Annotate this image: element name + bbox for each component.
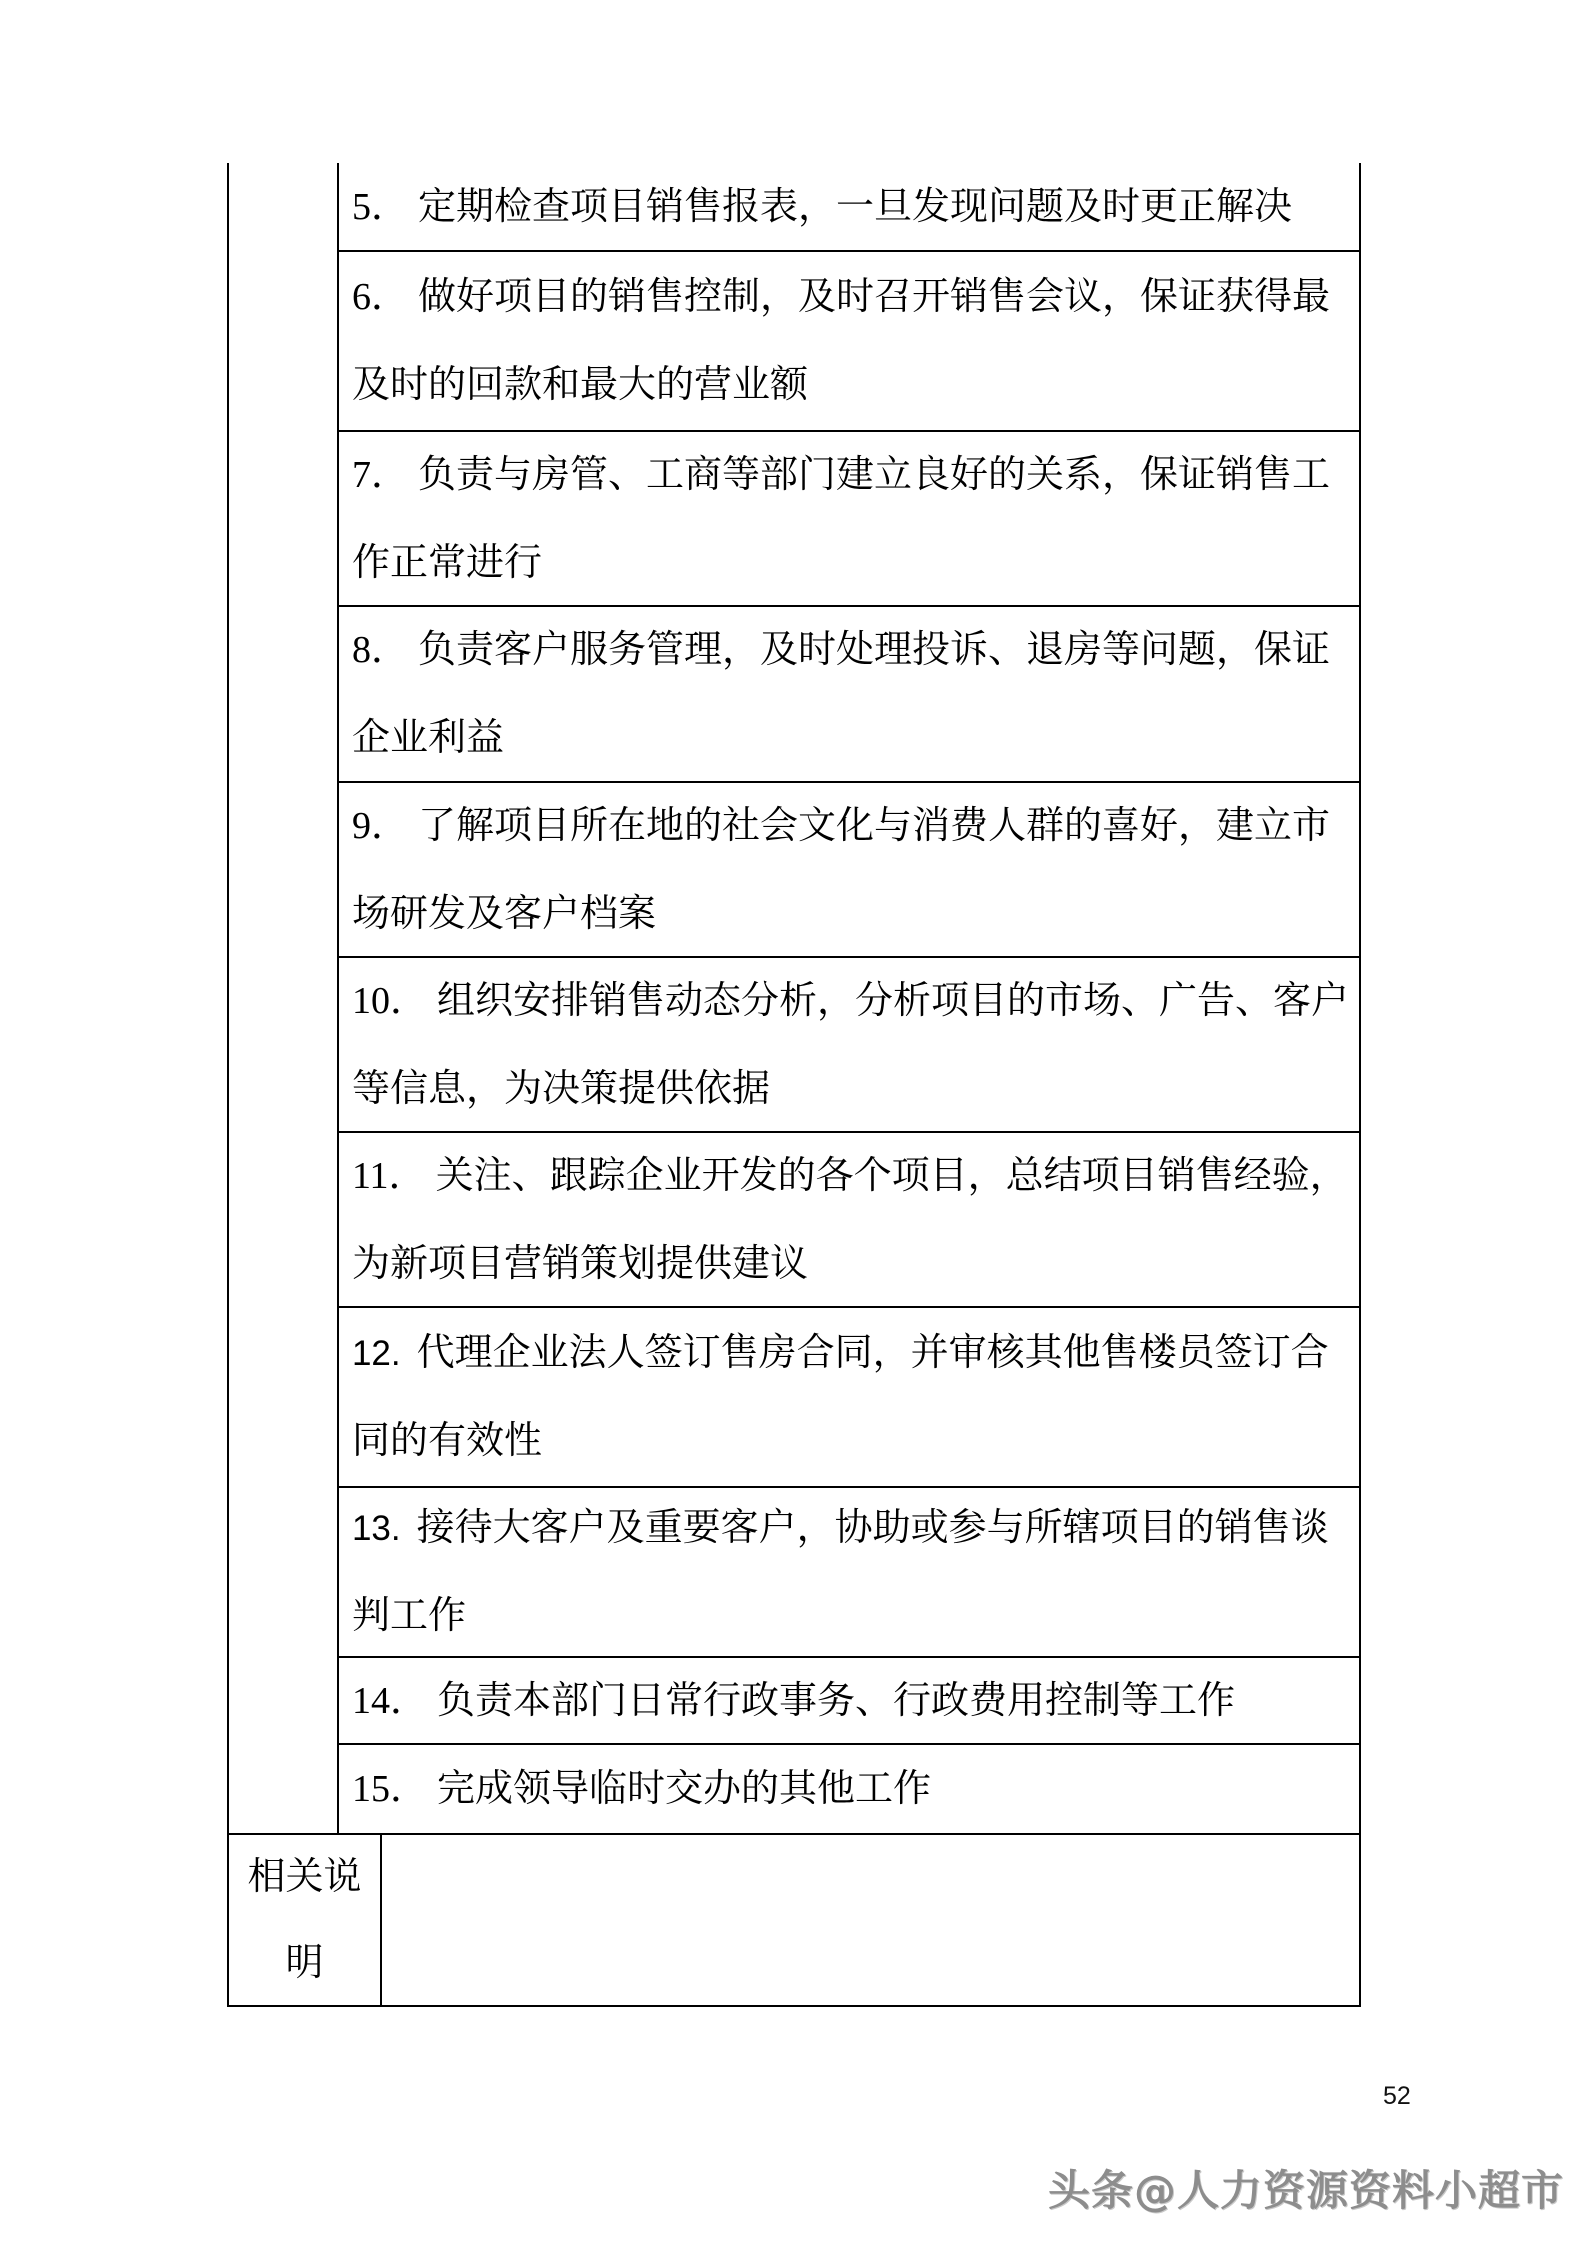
table-body (229, 163, 1359, 1833)
item-number: 6． (351, 276, 409, 318)
duty-line: 负责本部门日常行政事务、行政费用控制等工作 (436, 1679, 1235, 1722)
table-row (339, 783, 1359, 958)
table-row (339, 1308, 1359, 1488)
related-notes-row (229, 1833, 1359, 2005)
responsibilities-table (227, 163, 1361, 2007)
item-number: 11． (351, 1154, 427, 1197)
duty-text (352, 1397, 1349, 1485)
duty-text (352, 1220, 1349, 1308)
table-row (339, 607, 1359, 783)
duty-text (352, 607, 1349, 694)
duty-text (352, 870, 1349, 958)
table-row (339, 1745, 1359, 1833)
duty-line: 为新项目营销策划提供建议 (351, 1242, 808, 1285)
duty-line: 作正常进行 (351, 541, 542, 584)
duty-text (352, 958, 1349, 1045)
table-row (339, 252, 1359, 432)
item-number: 15． (351, 1768, 428, 1810)
watermark-text: 头条@人力资源资料小超市 (1048, 2166, 1565, 2215)
duty-text (352, 253, 1349, 341)
duty-text (352, 163, 1349, 251)
duty-line: 场研发及客户档案 (351, 892, 656, 935)
duty-text (352, 519, 1349, 607)
table-row (339, 163, 1359, 252)
duty-text (352, 1745, 1349, 1833)
duty-text (352, 432, 1349, 519)
duty-line: 代理企业法人签订售房合同，并审核其他售楼员签订合 (416, 1332, 1329, 1374)
duty-text (352, 1488, 1349, 1572)
duty-line: 接待大客户及重要客户，协助或参与所辖项目的销售谈 (416, 1507, 1329, 1549)
table-row (339, 1488, 1359, 1658)
item-number: 12. (351, 1334, 401, 1373)
duty-line: 关注、跟踪企业开发的各个项目，总结项目销售经验， (435, 1154, 1348, 1197)
merged-left-cell (229, 163, 339, 1833)
duty-line: 等信息，为决策提供依据 (351, 1067, 770, 1110)
duty-line: 组织安排销售动态分析，分析项目的市场、广告、客户 (436, 979, 1349, 1022)
duty-line: 负责与房管、工商等部门建立良好的关系，保证销售工 (417, 453, 1330, 496)
table-row (339, 1133, 1359, 1308)
duty-line: 及时的回款和最大的营业额 (351, 364, 808, 406)
duty-line: 同的有效性 (351, 1420, 542, 1462)
item-number: 9． (351, 804, 409, 847)
item-number: 5． (351, 185, 409, 228)
duty-line: 了解项目所在地的社会文化与消费人群的喜好，建立市 (417, 804, 1330, 847)
duty-line: 做好项目的销售控制，及时召开销售会议，保证获得最 (417, 276, 1330, 318)
related-notes-label: 明 (285, 1942, 324, 1984)
item-number: 10． (351, 979, 428, 1022)
page-number: 52 (1383, 2082, 1411, 2110)
item-number: 13. (351, 1509, 401, 1548)
table-row (339, 432, 1359, 607)
duty-text (352, 783, 1349, 870)
duty-text (352, 1572, 1349, 1658)
duty-rows (339, 163, 1359, 1833)
table-row (339, 1658, 1359, 1745)
duty-text (352, 341, 1349, 429)
duty-line: 企业利益 (351, 717, 504, 759)
duty-line: 判工作 (351, 1595, 466, 1637)
duty-line: 完成领导临时交办的其他工作 (436, 1768, 931, 1810)
duty-text (352, 694, 1349, 782)
duty-text (352, 1045, 1349, 1133)
item-number: 14． (351, 1679, 428, 1722)
related-notes-label: 相关说 (247, 1856, 362, 1898)
duty-text (352, 1309, 1349, 1397)
duty-text (352, 1658, 1349, 1745)
duty-line: 负责客户服务管理，及时处理投诉、退房等问题，保证 (417, 629, 1330, 671)
duty-line: 定期检查项目销售报表，一旦发现问题及时更正解决 (417, 185, 1292, 228)
related-notes-content-cell (382, 1835, 1359, 2005)
item-number: 8． (351, 629, 409, 671)
duty-text (352, 1133, 1349, 1220)
table-row (339, 958, 1359, 1133)
item-number: 7． (351, 453, 409, 496)
related-notes-label-cell (229, 1835, 382, 2005)
